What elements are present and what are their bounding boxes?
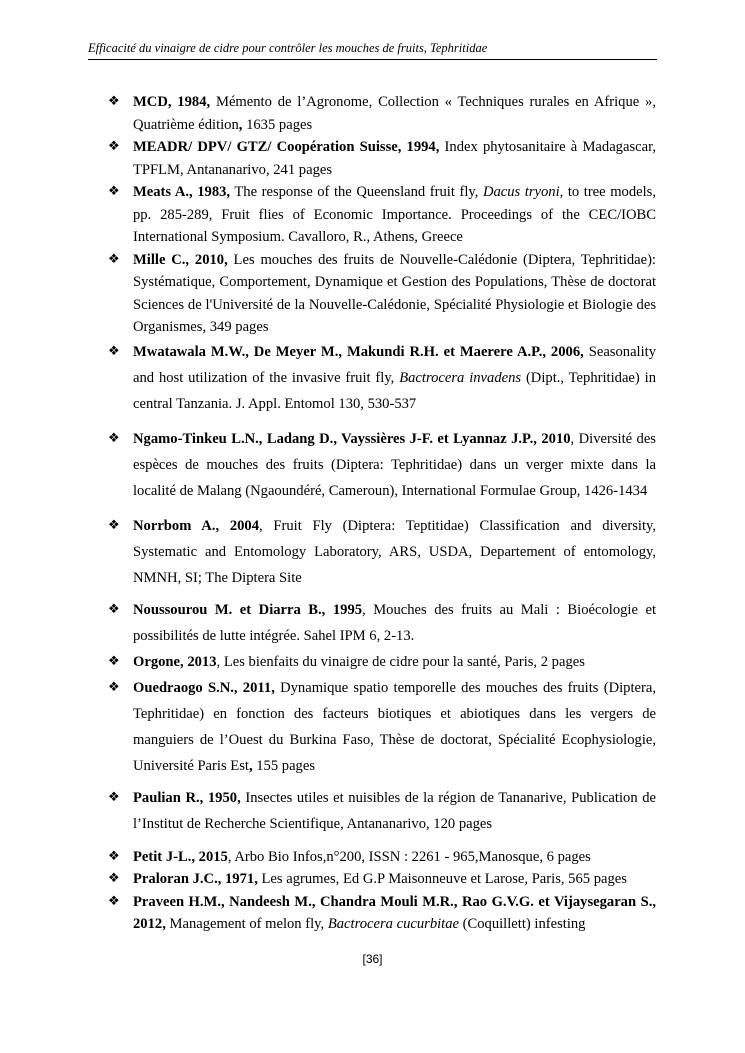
reference-item — [108, 649, 656, 675]
reference-body: Management of melon fly, — [165, 916, 328, 932]
reference-body: The response of the Queensland fruit fly, — [230, 184, 483, 200]
reference-body: , Fruit Fly (Diptera: Teptitidae) Classification and diversity, Systematic and Entomology Laboratory, ARS, USDA, Departement of entomology, NMNH, SI; The Diptera Site — [133, 517, 656, 586]
reference-body-end: (Dipt., Tephritidae) in central Tanzania. J. Appl. Entomol 130, 530-537 — [133, 369, 656, 412]
reference-body: Mémento de l’Agronome, Collection « Techniques rurales en Afrique », Quatrième édition — [133, 94, 656, 133]
reference-body: Dynamique spatio temporelle des mouches des fruits (Diptera, Tephritidae) en fonction des facteurs biotiques et abiotiques dans les vergers de manguiers de l’Ouest du Burkina Faso, Thèse de doctorat, Spécialité Ecophysiologie, Université Paris Est — [133, 679, 656, 774]
diamond-bullet-icon: ❖ — [108, 679, 120, 695]
reference-item — [108, 785, 656, 837]
reference-item — [108, 91, 656, 136]
reference-authors: Praveen H.M., Nandeesh M., Chandra Mouli M.R., Rao G.V.G. et Vijaysegaran S., 2012, — [133, 893, 656, 932]
reference-authors: Praloran J.C., 1971, — [133, 871, 258, 887]
reference-body: Seasonality and host utilization of the invasive fruit fly, — [133, 343, 657, 386]
reference-authors: MEADR/ DPV/ GTZ/ Coopération Suisse, 1994, — [133, 139, 440, 155]
diamond-bullet-icon: ❖ — [108, 251, 120, 267]
running-header: Efficacité du vinaigre de cidre pour contrôler les mouches de fruits, Tephritidae — [88, 41, 657, 60]
reference-authors: Ngamo-Tinkeu L.N., Ladang D., Vayssières J-F. et Lyannaz J.P., 2010 — [133, 430, 571, 447]
reference-authors: Norrbom A., 2004 — [133, 517, 260, 534]
reference-list — [108, 91, 656, 936]
reference-item — [108, 249, 656, 339]
diamond-bullet-icon: ❖ — [108, 789, 120, 805]
reference-item — [108, 675, 656, 779]
reference-authors: Mwatawala M.W., De Meyer M., Makundi R.H. et Maerere A.P., 2006, — [133, 343, 584, 360]
reference-item — [108, 181, 656, 249]
reference-item — [108, 136, 656, 181]
reference-body: , Diversité des espèces de mouches des fruits (Diptera: Tephritidae) dans un verger mixte dans la localité de Malang (Ngaoundéré, Cameroun), International Formulae Group, 1426-1434 — [133, 430, 656, 499]
diamond-bullet-icon: ❖ — [108, 653, 120, 669]
reference-authors: MCD, 1984, — [133, 94, 211, 110]
diamond-bullet-icon: ❖ — [108, 871, 120, 886]
diamond-bullet-icon: ❖ — [108, 893, 120, 909]
diamond-bullet-icon: ❖ — [108, 601, 120, 617]
reference-body: Les mouches des fruits de Nouvelle-Calédonie (Diptera, Tephritidae): Systématique, Comportement, Dynamique et Gestion des Populations, Thèse de doctorat Sciences de l'Université de la Nouvelle-Calédonie, Spécialité Physiologie et Biologie des Organismes, 349 pages — [133, 251, 656, 335]
reference-item — [108, 426, 656, 504]
reference-body: Insectes utiles et nuisibles de la région de Tananarive, Publication de l’Institut de Recherche Scientifique, Antananarivo, 120 pages — [133, 789, 656, 832]
reference-authors: Meats A., 1983, — [133, 184, 231, 200]
diamond-bullet-icon: ❖ — [108, 343, 120, 359]
reference-body: , Arbo Bio Infos,n°200, ISSN : 2261 - 965,Manosque, 6 pages — [227, 848, 591, 865]
reference-body: Les agrumes, Ed G.P Maisonneuve et Larose, Paris, 565 pages — [257, 871, 627, 887]
reference-body-end: , to tree models, pp. 285-289, Fruit flies of Economic Importance. Proceedings of the CEC/IOBC International Symposium. Cavalloro, R., Athens, Greece — [133, 184, 656, 245]
species-name: Bactrocera invadens — [399, 369, 522, 386]
reference-punctuation: , — [238, 116, 243, 133]
page-number: [36] — [362, 952, 383, 966]
reference-item — [108, 891, 656, 936]
diamond-bullet-icon: ❖ — [108, 94, 120, 109]
reference-punctuation: , — [248, 757, 253, 774]
species-name: Dacus tryoni — [482, 184, 560, 200]
diamond-bullet-icon: ❖ — [108, 517, 120, 533]
reference-authors: Petit J-L., 2015 — [133, 848, 228, 865]
diamond-bullet-icon: ❖ — [108, 430, 120, 446]
reference-authors: Paulian R., 1950, — [133, 789, 241, 806]
diamond-bullet-icon: ❖ — [108, 848, 120, 864]
reference-authors: Orgone, 2013 — [133, 653, 217, 670]
reference-body-end: (Coquillett) infesting — [459, 916, 586, 932]
reference-item — [108, 846, 656, 869]
reference-body: Index phytosanitaire à Madagascar, TPFLM, Antananarivo, 241 pages — [133, 139, 657, 178]
reference-body-end: 155 pages — [252, 757, 316, 774]
reference-item — [108, 513, 656, 591]
diamond-bullet-icon: ❖ — [108, 139, 120, 154]
reference-body-end: 1635 pages — [242, 116, 313, 133]
reference-authors: Noussourou M. et Diarra B., 1995 — [133, 601, 363, 618]
reference-item — [108, 868, 656, 891]
species-name: Bactrocera cucurbitae — [327, 916, 459, 932]
diamond-bullet-icon: ❖ — [108, 184, 120, 199]
reference-authors: Ouedraogo S.N., 2011, — [133, 679, 275, 696]
reference-body: , Mouches des fruits au Mali : Bioécologie et possibilités de lutte intégrée. Sahel IPM 6, 2-13. — [133, 601, 656, 644]
reference-authors: Mille C., 2010, — [133, 251, 228, 268]
reference-body: , Les bienfaits du vinaigre de cidre pour la santé, Paris, 2 pages — [216, 653, 585, 670]
reference-item — [108, 597, 656, 649]
reference-item — [108, 339, 656, 417]
